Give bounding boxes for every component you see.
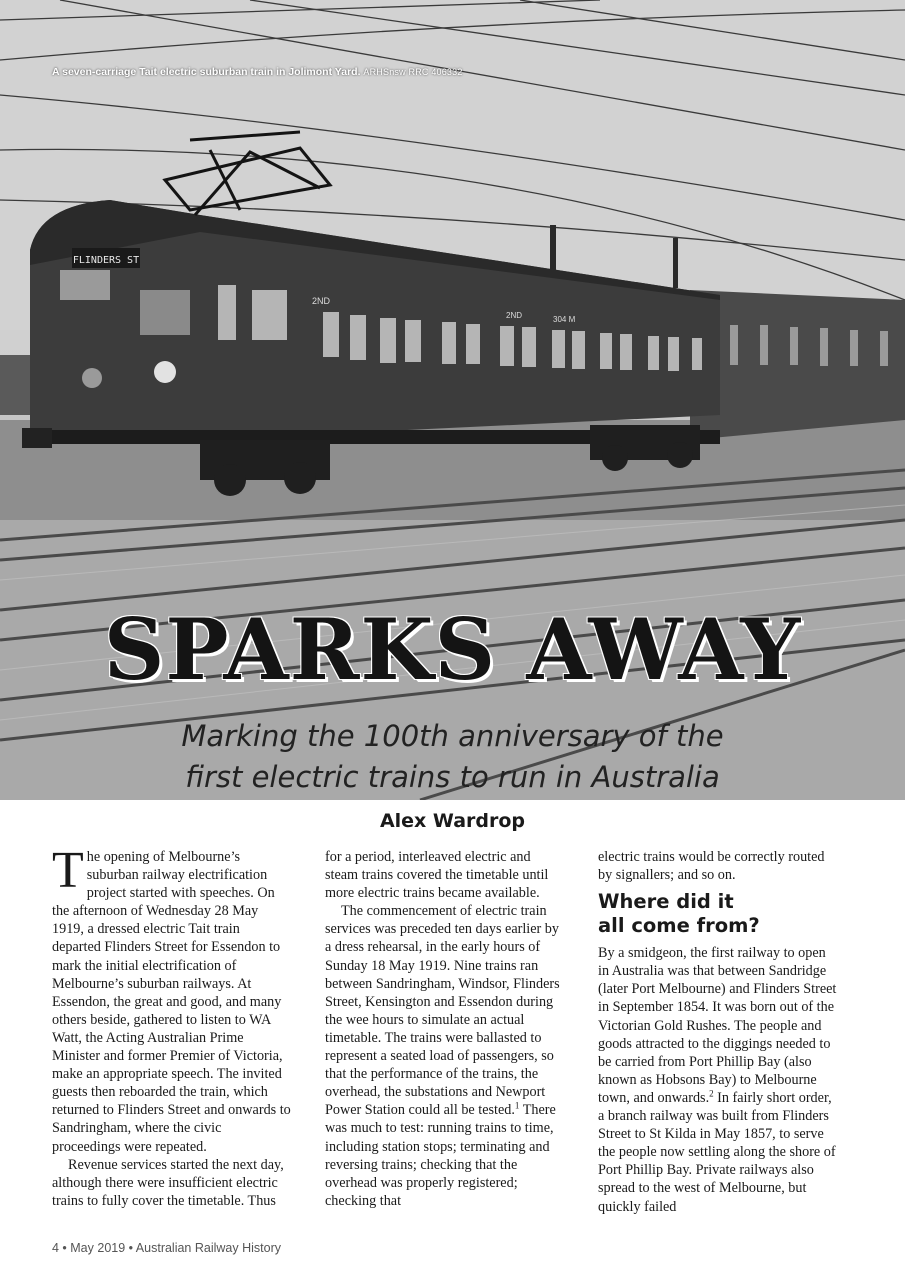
paragraph: for a period, interleaved electric and steam trains covered the timetable until more electric trains became available. — [325, 849, 549, 902]
section-heading-line-1: Where did it — [598, 890, 734, 914]
class-mark: 2ND — [312, 296, 331, 306]
paragraph: electric trains would be correctly routed by signallers; and so on. — [598, 849, 825, 884]
car-number: 304 M — [553, 315, 576, 324]
paragraph-text: There was much to test: running trains to time, including station stops; terminating and reversing trains; checking that the overhead was properly registered; checking that — [325, 1102, 556, 1209]
article-column-1 — [52, 842, 292, 1210]
paragraph-text: The commencement of electric train services was preceded ten days earlier by a dress rehearsal, in the early hours of Sunday 18 May 1919. Nine trains ran between Sandringham, Windsor, Flinders Street, Kensington and Essendon during the wee hours to simulate an actual timetable. The trains were ballasted to represent a seated load of passengers, so that the performance of the trains, the overhead, the substations and Newport Power Station could all be tested. — [325, 903, 560, 1119]
footnote-ref: 1 — [514, 1100, 520, 1111]
subtitle-line-2: first electric trains to run in Australia — [185, 760, 720, 794]
paragraph — [325, 902, 565, 1210]
paragraph-text: By a smidgeon, the first railway to open in Australia was that between Sandridge (later Port Melbourne) and Flinders Street in September 1854. It was born out of the Victorian Gold Rushes. The people and goods attracted to the diggings needed to be carried from Port Phillip Bay (also known as Hobsons Bay) to Melbourne town, and onwards. — [598, 945, 837, 1106]
article-column-3 — [598, 848, 838, 1216]
paragraph-text: In fairly short order, a branch railway was built from Flinders Street to St Kilda in May 1857, to serve the people now settling along the shore of Port Phillip Bay. Private railways also spread to the west of Melbourne, but quickly failed — [598, 1089, 836, 1215]
paragraph — [52, 842, 292, 1156]
class-mark-2: 2ND — [506, 311, 523, 320]
section-heading — [598, 890, 838, 938]
article-column-2 — [325, 848, 565, 1210]
photo-credit: ARHSnsw RRC 406332 — [363, 67, 463, 77]
footnote-ref: 2 — [709, 1088, 714, 1099]
subtitle — [0, 716, 905, 798]
drop-cap: T — [52, 842, 84, 899]
subtitle-line-1: Marking the 100th anniversary of the — [181, 719, 724, 753]
section-heading-line-2: all come from? — [598, 914, 760, 938]
paragraph — [598, 944, 838, 1215]
paragraph: Revenue services started the next day, although there were insufficient electric trains to fully cover the timetable. Thus — [52, 1156, 284, 1209]
photo-caption — [52, 66, 463, 78]
paragraph-text: he opening of Melbourne’s suburban railway electrification project started with speeches. On the afternoon of Wednesday 28 May 1919, a dressed electric Tait train departed Flinders Street for Essendon to mark the initial electrification of Melbourne’s suburban railways. At Essendon, the great and good, and many others beside, gathered to listen to WA Watt, the Acting Australian Prime Minister and former Premier of Victoria, make an appropriate speech. The invited guests then reboarded the train, which returned to Flinders Street and onwards to Sandringham, where the civic proceedings were repeated. — [52, 849, 291, 1155]
headline: SPARKS AWAY — [103, 600, 802, 699]
caption-text: A seven-carriage Tait electric suburban train in Jolimont Yard. — [52, 66, 361, 78]
destination-board: FLINDERS ST — [72, 255, 140, 266]
page-footer: 4 • May 2019 • Australian Railway History — [52, 1241, 281, 1255]
byline: Alex Wardrop — [379, 810, 526, 832]
